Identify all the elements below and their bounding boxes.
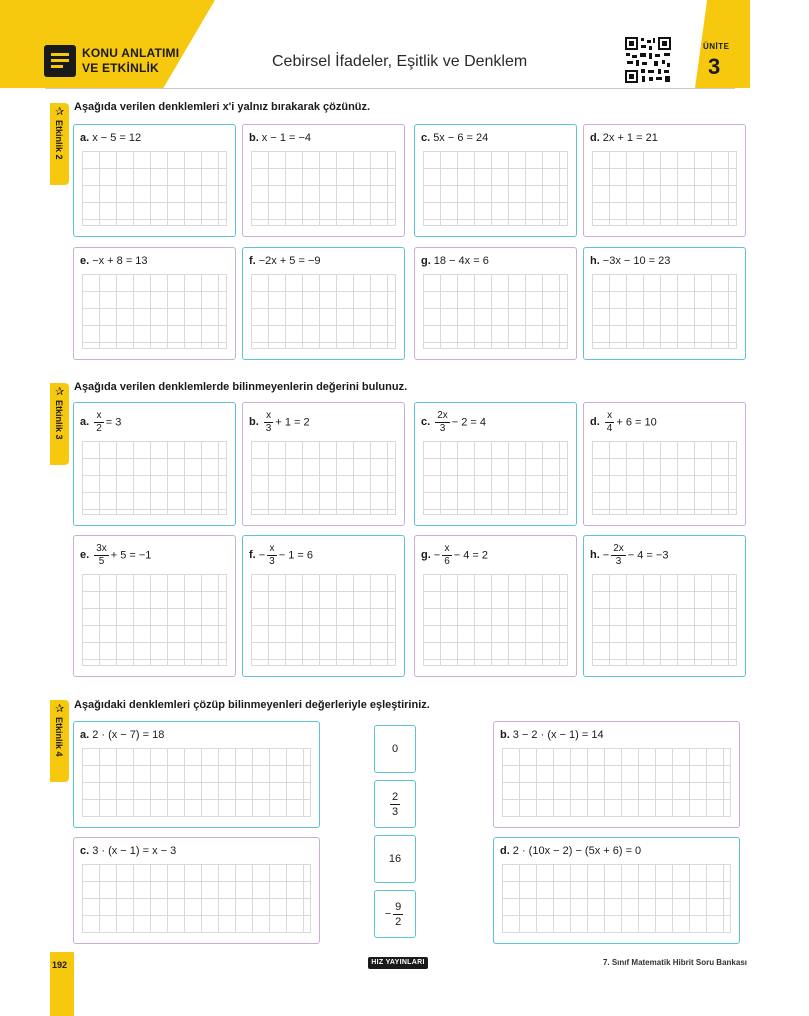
exercise-card[interactable]: c. 3 · (x − 1) = x − 3 <box>73 837 320 944</box>
exercise-card[interactable]: g. 18 − 4x = 6 <box>414 247 577 360</box>
unit-number: 3 <box>708 54 721 79</box>
work-grid[interactable] <box>423 441 568 515</box>
work-grid[interactable] <box>82 748 311 817</box>
section-category: KONU ANLATIMI VE ETKİNLİK <box>82 46 180 75</box>
work-grid[interactable] <box>423 574 568 666</box>
work-grid[interactable] <box>592 574 737 666</box>
answer-box[interactable]: $\frac{2}{3}$ <box>374 780 416 828</box>
activity-tab-label: Etkinlik 2 <box>54 120 64 160</box>
exercise-card[interactable]: f. − $\frac{x}{3}$ − 1 = 6 <box>242 535 405 677</box>
exercise-card[interactable]: e. −x + 8 = 13 <box>73 247 236 360</box>
page-title: Cebirsel İfadeler, Eşitlik ve Denklem <box>272 53 528 70</box>
work-grid[interactable] <box>82 441 227 515</box>
answer-box[interactable]: − $\frac{9}{2}$ <box>374 890 416 938</box>
unit-label: ÜNİTE <box>703 42 730 51</box>
exercise-card[interactable]: a. x − 5 = 12 <box>73 124 236 237</box>
answer-box[interactable]: 16 <box>374 835 416 883</box>
work-grid[interactable] <box>251 441 396 515</box>
exercise-card[interactable]: c. 5x − 6 = 24 <box>414 124 577 237</box>
instruction: Aşağıda verilen denklemlerde bilinmeyenlerin değerini bulunuz. <box>74 381 408 393</box>
publisher-logo: HIZ YAYINLARI <box>368 957 428 969</box>
work-grid[interactable] <box>82 151 227 226</box>
exercise-card[interactable]: f. −2x + 5 = −9 <box>242 247 405 360</box>
answer-box[interactable]: 0 <box>374 725 416 773</box>
work-grid[interactable] <box>82 864 311 933</box>
work-grid[interactable] <box>502 864 731 933</box>
page-number: 192 <box>52 960 68 970</box>
exercise-card[interactable]: e. $\frac{3x}{5}$ + 5 = −1 <box>73 535 236 677</box>
exercise-card[interactable]: d. 2x + 1 = 21 <box>583 124 746 237</box>
work-grid[interactable] <box>251 274 396 349</box>
activity-tab-label: Etkinlik 4 <box>54 717 64 757</box>
work-grid[interactable] <box>502 748 731 817</box>
work-grid[interactable] <box>251 151 396 226</box>
star-icon: ✰ <box>55 703 65 715</box>
work-grid[interactable] <box>82 274 227 349</box>
exercise-card[interactable]: h. − $\frac{2x}{3}$ − 4 = −3 <box>583 535 746 677</box>
exercise-card[interactable]: a. 2 · (x − 7) = 18 <box>73 721 320 828</box>
book-title: 7. Sınıf Matematik Hibrit Soru Bankası <box>602 958 747 967</box>
menu-icon <box>44 45 76 77</box>
exercise-card[interactable]: h. −3x − 10 = 23 <box>583 247 746 360</box>
exercise-card[interactable]: a. $\frac{x}{2}$ = 3 <box>73 402 236 526</box>
work-grid[interactable] <box>251 574 396 666</box>
exercise-card[interactable]: b. x − 1 = −4 <box>242 124 405 237</box>
star-icon: ✰ <box>55 106 65 118</box>
activity-tab-label: Etkinlik 3 <box>54 400 64 440</box>
work-grid[interactable] <box>592 151 737 226</box>
work-grid[interactable] <box>592 274 737 349</box>
exercise-card[interactable]: d. $\frac{x}{4}$ + 6 = 10 <box>583 402 746 526</box>
work-grid[interactable] <box>423 151 568 226</box>
exercise-card[interactable]: b. $\frac{x}{3}$ + 1 = 2 <box>242 402 405 526</box>
work-grid[interactable] <box>423 274 568 349</box>
qr-code-icon[interactable] <box>624 36 672 84</box>
instruction: Aşağıda verilen denklemleri x'i yalnız bırakarak çözünüz. <box>74 101 371 113</box>
star-icon: ✰ <box>55 386 65 398</box>
exercise-card[interactable]: g. − $\frac{x}{6}$ − 4 = 2 <box>414 535 577 677</box>
exercise-card[interactable]: c. $\frac{2x}{3}$ − 2 = 4 <box>414 402 577 526</box>
header-divider <box>45 88 735 89</box>
work-grid[interactable] <box>82 574 227 666</box>
work-grid[interactable] <box>592 441 737 515</box>
exercise-card[interactable]: b. 3 − 2 · (x − 1) = 14 <box>493 721 740 828</box>
instruction: Aşağıdaki denklemleri çözüp bilinmeyenleri değerleriyle eşleştiriniz. <box>74 699 430 711</box>
exercise-card[interactable]: d. 2 · (10x − 2) − (5x + 6) = 0 <box>493 837 740 944</box>
